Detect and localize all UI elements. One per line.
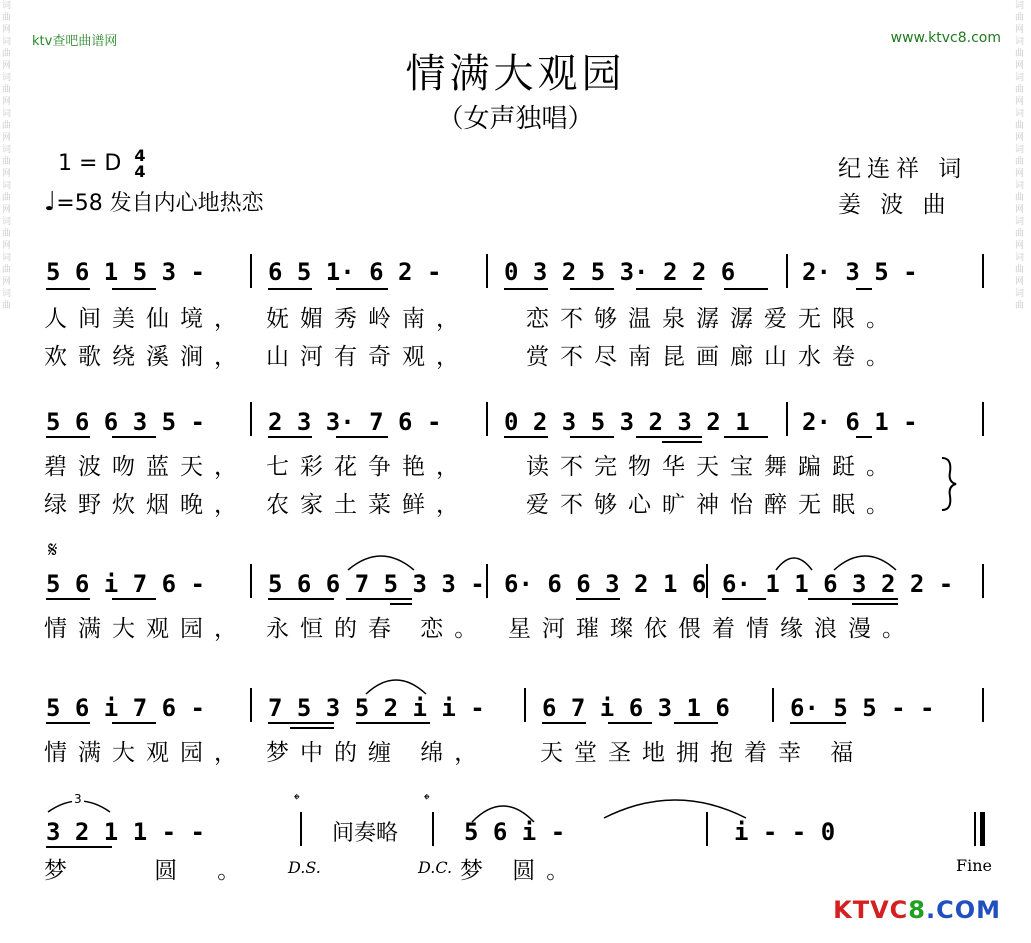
lyric-line: 天堂圣地拥抱着幸 福 <box>540 740 865 766</box>
watermark-char: 词 <box>2 109 12 119</box>
beam <box>722 598 766 600</box>
lyric-line: 读不完物华天宝舞蹁跹。 <box>526 454 900 480</box>
logo-ktv: KTVC <box>833 896 909 924</box>
triplet-number: 3 <box>74 792 82 806</box>
watermark-char: 曲 <box>1015 265 1025 275</box>
barline <box>786 402 788 436</box>
watermark-char: 曲 <box>1015 49 1025 59</box>
measure: 6 5 1· 6 2 - <box>268 258 442 286</box>
beam <box>570 288 614 290</box>
time-bottom: 4 <box>134 162 146 181</box>
watermark-char: 曲 <box>2 49 12 59</box>
lyric-line: 碧波吻蓝天， <box>44 454 248 480</box>
watermark-char: 网 <box>1015 25 1025 35</box>
watermark-char: 词 <box>1015 1 1025 11</box>
time-top: 4 <box>134 146 146 165</box>
measure: 5 6 i - <box>464 818 566 846</box>
beam-double <box>290 727 334 729</box>
measure: 2· 3 5 - <box>802 258 918 286</box>
watermark-char: 词 <box>1015 217 1025 227</box>
lyric-line: 人间美仙境， <box>44 306 248 332</box>
watermark-char: 网 <box>2 97 12 107</box>
watermark-char: 词 <box>1015 109 1025 119</box>
lyric-line: 赏不尽南昆画廊山水卷。 <box>526 344 900 370</box>
measure: 6 7 i 6 3 1 6 <box>542 694 730 722</box>
lyricist-credit: 纪连祥 词 <box>838 156 968 182</box>
measure: 2 3 3· 7 6 - <box>268 408 442 436</box>
measure: 5 6 6 3 5 - <box>46 408 205 436</box>
key-signature <box>58 148 146 180</box>
lyric-line: 永恒的春 恋。 <box>266 616 489 642</box>
beam <box>570 436 614 438</box>
watermark-char: 词 <box>1015 289 1025 299</box>
watermark-char: 曲 <box>2 301 12 311</box>
lyric-line: 情满大观园， <box>44 740 248 766</box>
barline <box>250 688 252 722</box>
watermark-char: 曲 <box>2 265 12 275</box>
beam <box>112 288 156 290</box>
barline <box>786 254 788 288</box>
watermark-char: 词 <box>1015 253 1025 263</box>
lyric-line: 妩媚秀岭南， <box>266 306 470 332</box>
dc-marking: D.C. <box>418 858 453 877</box>
watermark-char: 词 <box>2 1 12 11</box>
beam <box>356 722 430 724</box>
watermark-char: 网 <box>1015 61 1025 71</box>
beam-double <box>852 603 898 605</box>
barline <box>486 564 488 598</box>
slur-icon <box>774 550 814 572</box>
barline <box>524 688 526 722</box>
quarter-note-icon: ♩ <box>44 187 57 217</box>
barline <box>300 812 302 846</box>
watermark-char: 网 <box>1015 205 1025 215</box>
beam <box>674 722 718 724</box>
beam-double <box>662 441 702 443</box>
watermark-char: 网 <box>2 133 12 143</box>
watermark-char: 网 <box>2 241 12 251</box>
beam-double <box>390 603 412 605</box>
barline <box>982 402 984 436</box>
watermark-char: 词 <box>2 181 12 191</box>
watermark-char: 曲 <box>2 157 12 167</box>
beam <box>724 288 768 290</box>
watermark-right <box>1015 0 1029 943</box>
lyric-line: 绿野炊烟晚， <box>44 492 248 518</box>
lyric-line: 梦中的缠 绵， <box>266 740 489 766</box>
beam <box>504 288 548 290</box>
beam <box>504 436 548 438</box>
beam <box>346 598 412 600</box>
measure: i - - 0 <box>734 818 836 846</box>
beam <box>46 436 90 438</box>
watermark-char: 网 <box>1015 169 1025 179</box>
lyric-line: 情满大观园， <box>44 616 248 642</box>
lyric-line: 欢歌绕溪涧， <box>44 344 248 370</box>
beam <box>112 722 156 724</box>
watermark-char: 词 <box>2 145 12 155</box>
beam <box>636 436 702 438</box>
measure: 6· 1 1 6 3 2 2 - <box>722 570 954 598</box>
time-signature <box>134 148 145 180</box>
beam <box>336 436 388 438</box>
site-name-left[interactable]: ktv查吧曲谱网 <box>32 34 118 49</box>
watermark-char: 词 <box>2 253 12 263</box>
lyric-line: 恋不够温泉潺潺爱无限。 <box>526 306 900 332</box>
watermark-left <box>2 0 16 943</box>
measure: 7 5 3 5 2 i i - <box>268 694 485 722</box>
beam <box>336 288 388 290</box>
song-title: 情满大观园 <box>405 51 626 97</box>
composer-credit: 姜 波 曲 <box>838 192 952 218</box>
interlude-omitted: 间奏略 <box>332 821 399 846</box>
watermark-char: 网 <box>2 169 12 179</box>
final-barline-thick <box>980 812 985 846</box>
measure: 5 6 6 7 5 3 3 - <box>268 570 485 598</box>
tempo-text: =58 发自内心地热恋 <box>56 191 264 216</box>
beam <box>46 722 90 724</box>
watermark-char: 曲 <box>2 85 12 95</box>
beam <box>608 722 652 724</box>
lyric-line: 爱不够心旷神怡醉无眠。 <box>526 492 900 518</box>
watermark-char: 曲 <box>2 229 12 239</box>
barline <box>982 254 984 288</box>
watermark-char: 词 <box>1015 145 1025 155</box>
watermark-char: 曲 <box>1015 157 1025 167</box>
beam <box>724 436 768 438</box>
beam <box>268 598 334 600</box>
watermark-char: 曲 <box>2 193 12 203</box>
beam <box>46 598 90 600</box>
beam <box>636 288 702 290</box>
watermark-char: 网 <box>2 25 12 35</box>
logo-com: .COM <box>925 896 1001 924</box>
watermark-char: 词 <box>2 73 12 83</box>
beam <box>46 846 112 848</box>
lyric-line: 七彩花争艳， <box>266 454 470 480</box>
watermark-char: 网 <box>1015 133 1025 143</box>
beam <box>112 598 156 600</box>
measure: 0 3 2 5 3· 2 2 6 <box>504 258 736 286</box>
watermark-char: 网 <box>2 61 12 71</box>
beam <box>268 436 312 438</box>
lyric-line: 梦 圆。 <box>460 858 581 884</box>
slur-icon <box>602 790 748 820</box>
slur-icon <box>364 672 428 696</box>
beam <box>856 436 872 438</box>
measure: 5 6 i 7 6 - <box>46 694 205 722</box>
coda-icon: 𝄌 <box>424 790 430 809</box>
beam <box>268 288 312 290</box>
final-barline-thin <box>974 812 976 846</box>
measure: 2· 6 1 - <box>802 408 918 436</box>
lyric-line: 农家土菜鲜， <box>266 492 470 518</box>
barline <box>706 812 708 846</box>
watermark-char: 网 <box>1015 97 1025 107</box>
measure: 5 6 1 5 3 - <box>46 258 205 286</box>
beam <box>46 288 90 290</box>
watermark-char: 词 <box>1015 181 1025 191</box>
barline <box>486 402 488 436</box>
beam <box>542 722 586 724</box>
barline <box>250 254 252 288</box>
barline <box>982 564 984 598</box>
watermark-char: 曲 <box>1015 85 1025 95</box>
measure: 6· 5 5 - - <box>790 694 935 722</box>
beam <box>576 598 620 600</box>
watermark-char: 网 <box>1015 241 1025 251</box>
ds-marking: D.S. <box>288 858 321 877</box>
barline <box>706 564 708 598</box>
tempo-marking <box>44 186 264 217</box>
watermark-char: 曲 <box>1015 193 1025 203</box>
barline <box>982 688 984 722</box>
watermark-char: 网 <box>2 277 12 287</box>
measure: 6· 6 6 3 2 1 6 <box>504 570 707 598</box>
watermark-char: 曲 <box>1015 121 1025 131</box>
measure: 5 6 i 7 6 - <box>46 570 205 598</box>
fine-marking: Fine <box>956 856 992 875</box>
watermark-char: 词 <box>1015 37 1025 47</box>
logo-8: 8 <box>908 896 926 924</box>
beam <box>808 598 898 600</box>
brace-icon <box>938 456 958 512</box>
ktvc8-logo[interactable] <box>833 896 1001 924</box>
slur-icon <box>346 548 416 572</box>
measure: 3 2 1 1 - - <box>46 818 205 846</box>
lyric-line: 星河璀璨依偎着情缘浪漫。 <box>508 616 916 642</box>
coda-icon: 𝄌 <box>294 790 300 809</box>
watermark-char: 词 <box>2 37 12 47</box>
barline <box>432 812 434 846</box>
song-subtitle: （女声独唱） <box>437 104 594 134</box>
watermark-char: 曲 <box>2 13 12 23</box>
beam <box>790 722 846 724</box>
watermark-char: 词 <box>2 289 12 299</box>
watermark-char: 曲 <box>2 121 12 131</box>
slur-icon <box>832 548 898 572</box>
segno-icon: 𝄋 <box>48 538 58 563</box>
site-url-right[interactable]: www.ktvc8.com <box>890 30 1001 46</box>
lyric-line: 山河有奇观， <box>266 344 470 370</box>
barline <box>772 688 774 722</box>
barline <box>486 254 488 288</box>
measure: 0 2 3 5 3 2 3 2 1 <box>504 408 750 436</box>
watermark-char: 曲 <box>1015 229 1025 239</box>
barline <box>250 402 252 436</box>
watermark-char: 网 <box>1015 277 1025 287</box>
beam <box>112 436 156 438</box>
watermark-char: 词 <box>1015 73 1025 83</box>
watermark-char: 曲 <box>1015 13 1025 23</box>
beam <box>268 722 334 724</box>
watermark-char: 曲 <box>1015 301 1025 311</box>
watermark-char: 词 <box>2 217 12 227</box>
watermark-char: 网 <box>2 205 12 215</box>
beam <box>856 288 872 290</box>
barline <box>250 564 252 598</box>
lyric-line: 梦 圆。 <box>44 858 281 884</box>
key-label: 1 = D <box>58 151 122 176</box>
